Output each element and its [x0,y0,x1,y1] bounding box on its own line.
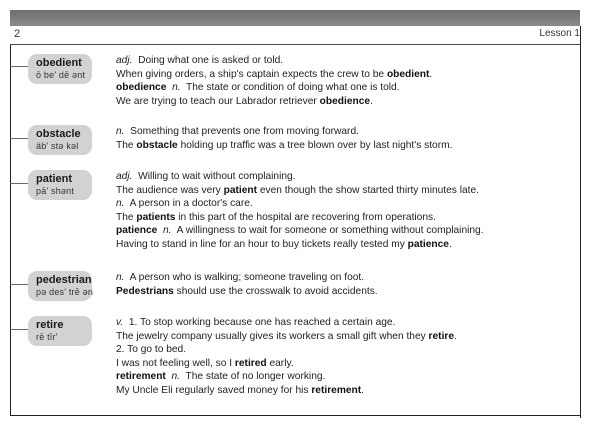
definition-line: adj. Doing what one is asked or told. [116,55,284,66]
header-rule [10,44,580,45]
left-border [10,45,11,415]
definition-line: adj. Willing to wait without complaining. [116,171,296,182]
entry-definitions [116,125,576,152]
entry-pronunciation: pə desʹ trē ən [36,287,94,297]
page-number: 2 [14,28,21,40]
entry-word: obstacle [36,128,81,140]
entry-definitions [116,170,576,251]
entry-tick [10,284,28,285]
definition-line: 2. To go to bed. [116,344,187,355]
definition-line: n. A person who is walking; someone traveling on foot. [116,272,365,283]
entry-definitions [116,271,576,298]
definition-line: obedience n. The state or condition of doing what one is told. [116,82,400,93]
definition-line: v. 1. To stop working because one has reached a certain age. [116,317,396,328]
example-line: We are trying to teach our Labrador retriever obedience. [116,95,373,107]
entry-word: pedestrian [36,274,92,286]
bottom-border [10,415,581,416]
word-badge [28,316,92,346]
word-badge [28,125,92,155]
entry-tick [10,329,28,330]
definition-line: n. A person in a doctor's care. [116,198,253,209]
entry-pronunciation: ō beʹ dē ənt [36,70,86,80]
entry-tick [10,66,28,67]
entry-word: retire [36,319,64,331]
definition-line: n. Something that prevents one from moving forward. [116,126,359,137]
word-badge [28,271,92,301]
entry-definitions [116,316,576,397]
example-line: I was not feeling well, so I retired early. [116,357,294,369]
example-line: The audience was very patient even though the show started thirty minutes late. [116,184,479,196]
entry-definitions [116,54,576,108]
entry-pronunciation: pāʹ shənt [36,186,75,196]
example-line: Pedestrians should use the crosswalk to avoid accidents. [116,285,378,297]
word-badge [28,54,92,84]
entry-word: obedient [36,57,82,69]
word-badge [28,170,92,200]
right-border [580,26,581,418]
entry-pronunciation: äbʹ stə kəl [36,141,79,151]
example-line: Having to stand in line for an hour to buy tickets really tested my patience. [116,238,452,250]
entry-pronunciation: rē tīrʹ [36,332,58,342]
example-line: The obstacle holding up traffic was a tree blown over by last night's storm. [116,139,453,151]
definition-line: patience n. A willingness to wait for someone or something without complaining. [116,225,484,236]
example-line: The patients in this part of the hospital are recovering from operations. [116,211,436,223]
entry-tick [10,138,28,139]
entry-word: patient [36,173,73,185]
definition-line: retirement n. The state of no longer working. [116,371,326,382]
entry-tick [10,183,28,184]
header-bar [10,10,580,26]
example-line: When giving orders, a ship's captain expects the crew to be obedient. [116,68,433,80]
lesson-label: Lesson 1 [539,28,580,39]
example-line: The jewelry company usually gives its workers a small gift when they retire. [116,330,457,342]
example-line: My Uncle Eli regularly saved money for his retirement. [116,384,365,396]
